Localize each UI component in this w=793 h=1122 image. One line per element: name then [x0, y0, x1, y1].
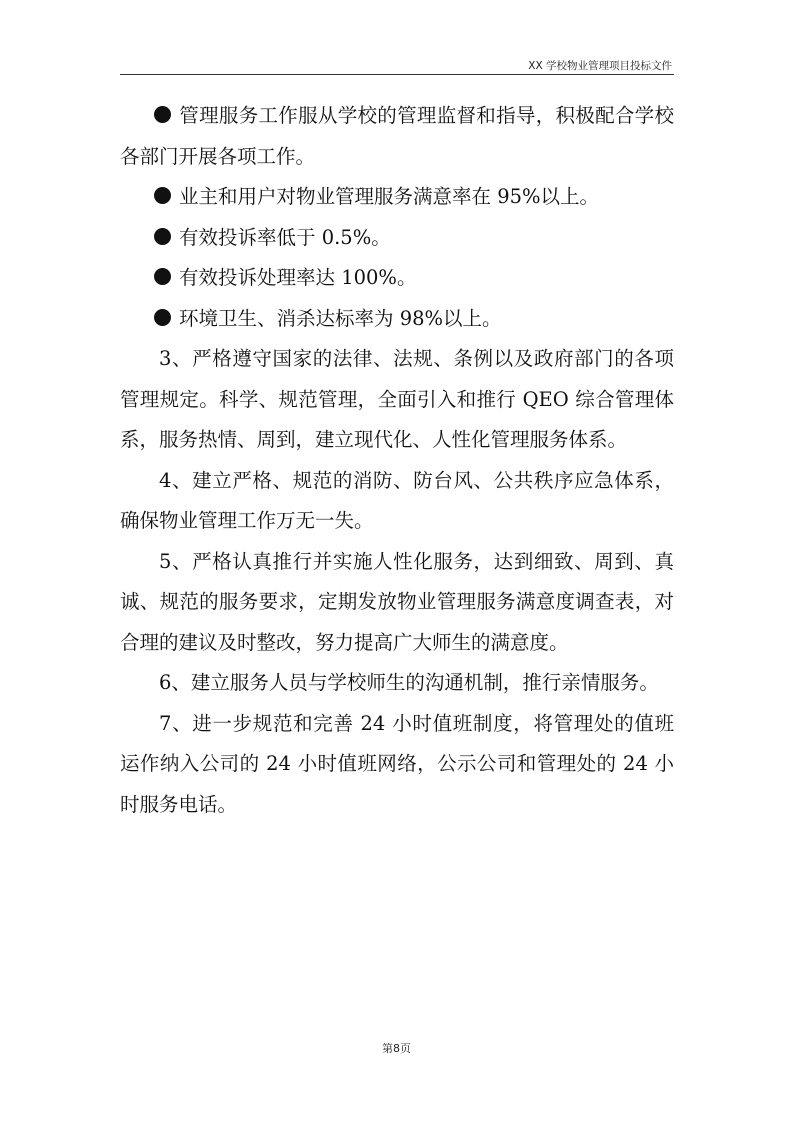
- bullet-text: 管理服务工作服从学校的管理监督和指导，积极配合学校各部门开展各项工作。: [120, 104, 674, 168]
- bullet-text: 环境卫生、消杀达标率为 98%以上。: [179, 306, 502, 330]
- document-title: XX 学校物业管理项目投标文件: [528, 60, 672, 72]
- bullet-icon: [154, 187, 171, 204]
- bullet-icon: [154, 309, 171, 326]
- bullet-text: 有效投诉率低于 0.5%。: [179, 225, 391, 249]
- bullet-text: 有效投诉处理率达 100%。: [179, 266, 417, 289]
- bullet-item: [120, 177, 674, 218]
- bullet-icon: [154, 268, 171, 285]
- page-content: [120, 96, 674, 825]
- bullet-icon: [154, 228, 171, 245]
- bullet-item: [120, 96, 674, 177]
- bullet-icon: [154, 106, 171, 123]
- paragraph-4: 4、建立严格、规范的消防、防台风、公共秩序应急体系，确保物业管理工作万无一失。: [120, 468, 674, 532]
- paragraph-6: 6、建立服务人员与学校师生的沟通机制，推行亲情服务。: [159, 671, 659, 694]
- paragraph-5: 5、严格认真推行并实施人性化服务，达到细致、周到、真诚、规范的服务要求，定期发放物业管理服务满意度调查表，对合理的建议及时整改，努力提高广大师生的满意度。: [120, 549, 674, 654]
- page-header: [120, 54, 674, 75]
- bullet-text: 业主和用户对物业管理服务满意率在 95%以上。: [179, 185, 600, 208]
- bullet-item: [120, 258, 674, 299]
- paragraph-7: 7、进一步规范和完善 24 小时值班制度，将管理处的值班运作纳入公司的 24 小时值班网络，公示公司和管理处的 24 小时服务电话。: [120, 711, 674, 816]
- bullet-item: [120, 218, 674, 259]
- page-number: 第8页: [382, 1042, 411, 1055]
- paragraph-3: 3、严格遵守国家的法律、法规、条例以及政府部门的各项管理规定。科学、规范管理，全面引入和推行 QEO 综合管理体系，服务热情、周到，建立现代化、人性化管理服务体系。: [120, 347, 674, 451]
- bullet-item: [120, 299, 674, 340]
